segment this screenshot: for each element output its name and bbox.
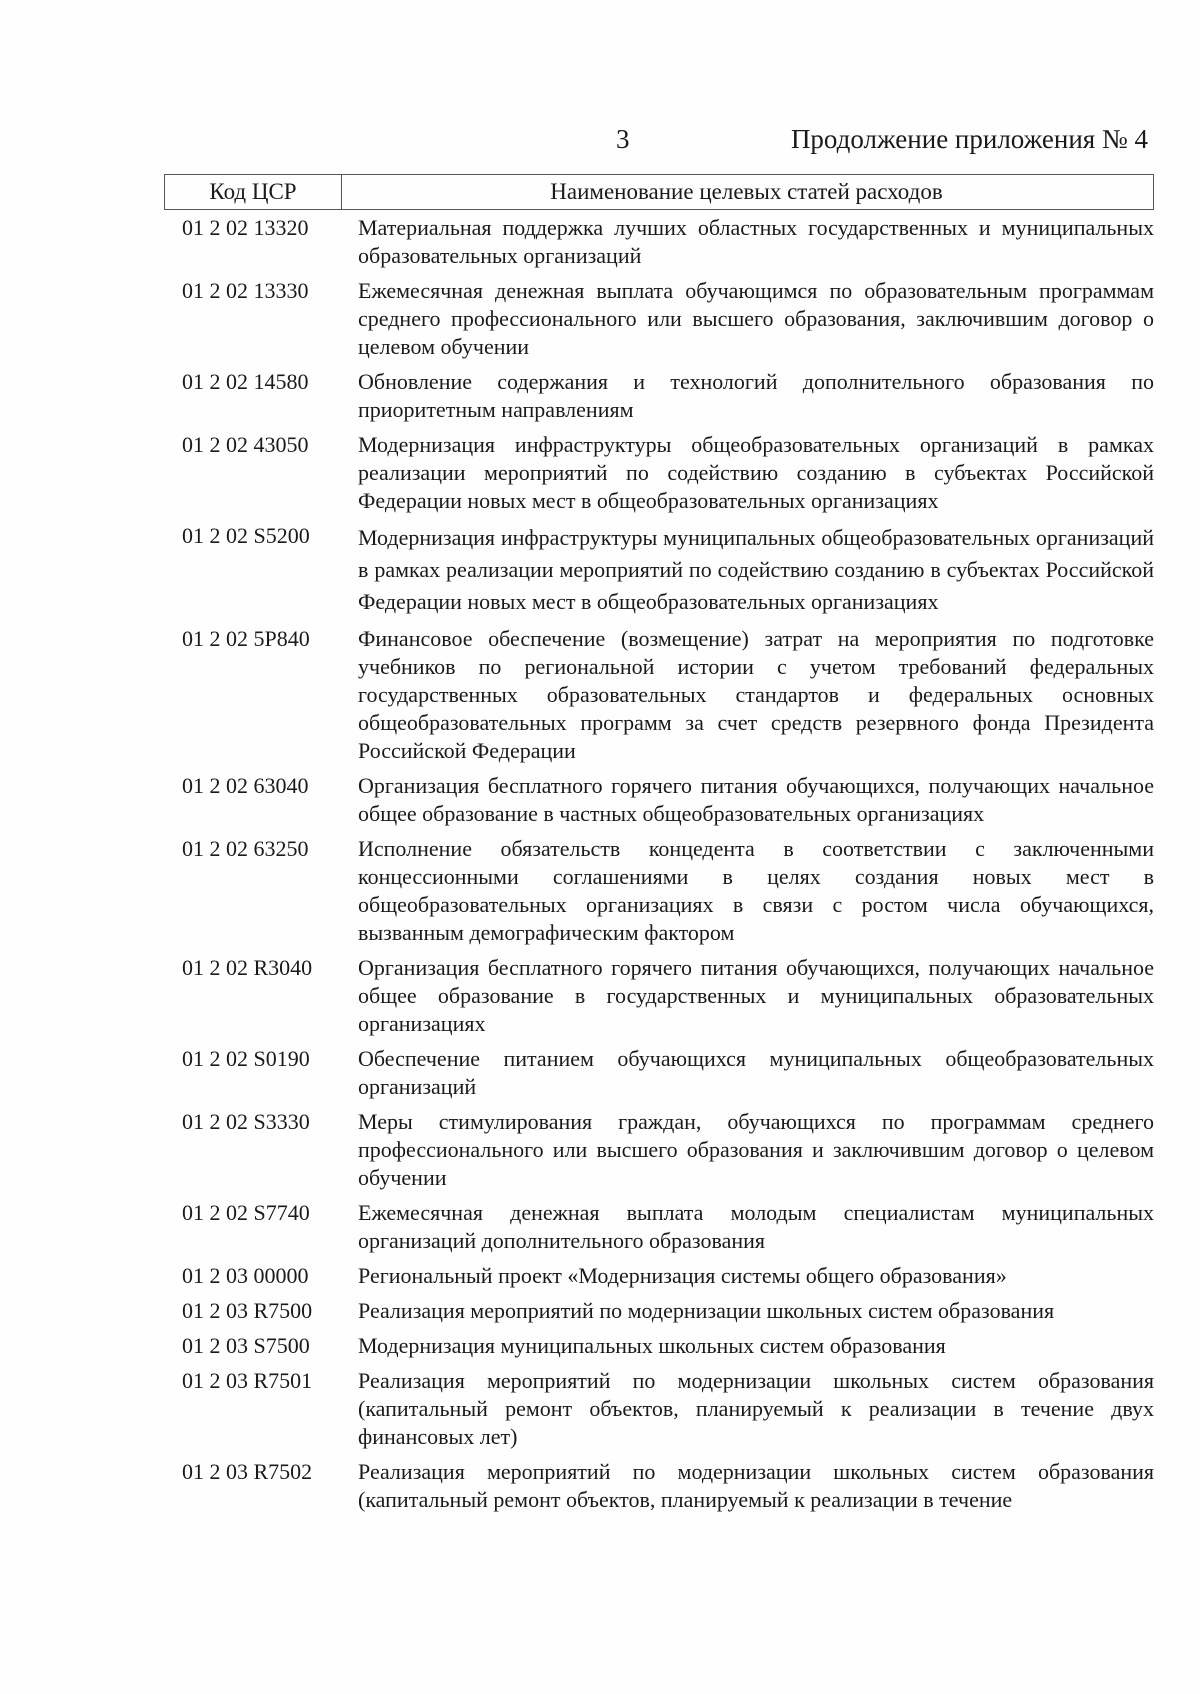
appendix-title: Продолжение приложения № 4 <box>790 124 1148 154</box>
row-name: Модернизация муниципальных школьных систем образования <box>358 1333 946 1358</box>
row-name: Региональный проект «Модернизация системы общего образования» <box>358 1263 1007 1288</box>
row-name: Реализация мероприятий по модернизации школьных систем образования (капитальный ремонт объектов, планируемый к реализации в течение двух финансовых лет) <box>358 1368 1154 1449</box>
row-code: 01 2 02 63040 <box>182 773 309 798</box>
table-row <box>182 522 1154 618</box>
table-row <box>182 214 1154 270</box>
table-row <box>182 1045 1154 1101</box>
row-code: 01 2 03 R7501 <box>182 1368 313 1393</box>
row-code: 01 2 02 13320 <box>182 215 309 240</box>
table-row <box>182 431 1154 515</box>
table-row <box>182 1458 1154 1514</box>
row-code: 01 2 02 S0190 <box>182 1046 310 1071</box>
row-code: 01 2 02 5P840 <box>182 626 310 651</box>
row-name: Реализация мероприятий по модернизации школьных систем образования (капитальный ремонт объектов, планируемый к реализации в течение <box>358 1459 1154 1512</box>
table-row <box>182 954 1154 1038</box>
row-name: Реализация мероприятий по модернизации школьных систем образования <box>358 1298 1055 1323</box>
row-code: 01 2 02 R3040 <box>182 955 313 980</box>
table-row <box>182 368 1154 424</box>
row-code: 01 2 02 13330 <box>182 278 309 303</box>
row-code: 01 2 03 S7500 <box>182 1333 310 1358</box>
row-name: Организация бесплатного горячего питания обучающихся, получающих начальное общее образование в государственных и муниципальных образовательных организациях <box>358 955 1154 1036</box>
row-code: 01 2 02 43050 <box>182 432 309 457</box>
row-code: 01 2 02 S7740 <box>182 1200 310 1225</box>
table-row <box>182 1199 1154 1255</box>
row-name: Ежемесячная денежная выплата молодым специалистам муниципальных организаций дополнительного образования <box>358 1200 1154 1253</box>
row-name: Обновление содержания и технологий дополнительного образования по приоритетным направлениям <box>358 369 1154 422</box>
table-row <box>182 1332 1154 1360</box>
row-name: Организация бесплатного горячего питания обучающихся, получающих начальное общее образование в частных общеобразовательных организациях <box>358 773 1154 826</box>
row-code: 01 2 02 S3330 <box>182 1109 310 1134</box>
column-header-name: Наименование целевых статей расходов <box>340 175 1154 209</box>
table-row <box>182 625 1154 765</box>
row-code: 01 2 02 14580 <box>182 369 309 394</box>
table-row <box>182 772 1154 828</box>
row-name: Обеспечение питанием обучающихся муниципальных общеобразовательных организаций <box>358 1046 1154 1099</box>
table-body <box>182 214 1154 1521</box>
row-code: 01 2 02 S5200 <box>182 523 310 548</box>
row-name: Модернизация инфраструктуры муниципальных общеобразовательных организаций в рамках реализации мероприятий по содействию созданию в субъектах Российской Федерации новых мест в общеобразовательных организациях <box>358 525 1154 614</box>
table-row <box>182 835 1154 947</box>
table-row <box>182 1262 1154 1290</box>
row-code: 01 2 02 63250 <box>182 836 309 861</box>
column-header-code: Код ЦСР <box>164 175 342 209</box>
row-name: Материальная поддержка лучших областных государственных и муниципальных образовательных организаций <box>358 215 1154 268</box>
table-row <box>182 1297 1154 1325</box>
row-name: Меры стимулирования граждан, обучающихся по программам среднего профессионального или высшего образования и заключившим договор о целевом обучении <box>358 1109 1154 1190</box>
row-name: Исполнение обязательств концедента в соответствии с заключенными концессионными соглашениями в целях создания новых мест в общеобразовательных организациях в связи с ростом числа обучающихся, вызванным демографическим фактором <box>358 836 1154 945</box>
row-name: Модернизация инфраструктуры общеобразовательных организаций в рамках реализации мероприятий по содействию созданию в субъектах Российской Федерации новых мест в общеобразовательных организациях <box>358 432 1154 513</box>
row-code: 01 2 03 R7500 <box>182 1298 313 1323</box>
table-row <box>182 1108 1154 1192</box>
row-code: 01 2 03 00000 <box>182 1263 309 1288</box>
row-name: Ежемесячная денежная выплата обучающимся по образовательным программам среднего профессионального или высшего образования, заключившим договор о целевом обучении <box>358 278 1154 359</box>
table-header <box>164 174 1154 210</box>
row-name: Финансовое обеспечение (возмещение) затрат на мероприятия по подготовке учебников по региональной истории с учетом требований федеральных государственных образовательных стандартов и федеральных основных общеобразовательных программ за счет средств резервного фонда Президента Российской Федерации <box>358 626 1154 763</box>
row-code: 01 2 03 R7502 <box>182 1459 313 1484</box>
table-row <box>182 277 1154 361</box>
table-row <box>182 1367 1154 1451</box>
page-number: 3 <box>616 124 630 154</box>
